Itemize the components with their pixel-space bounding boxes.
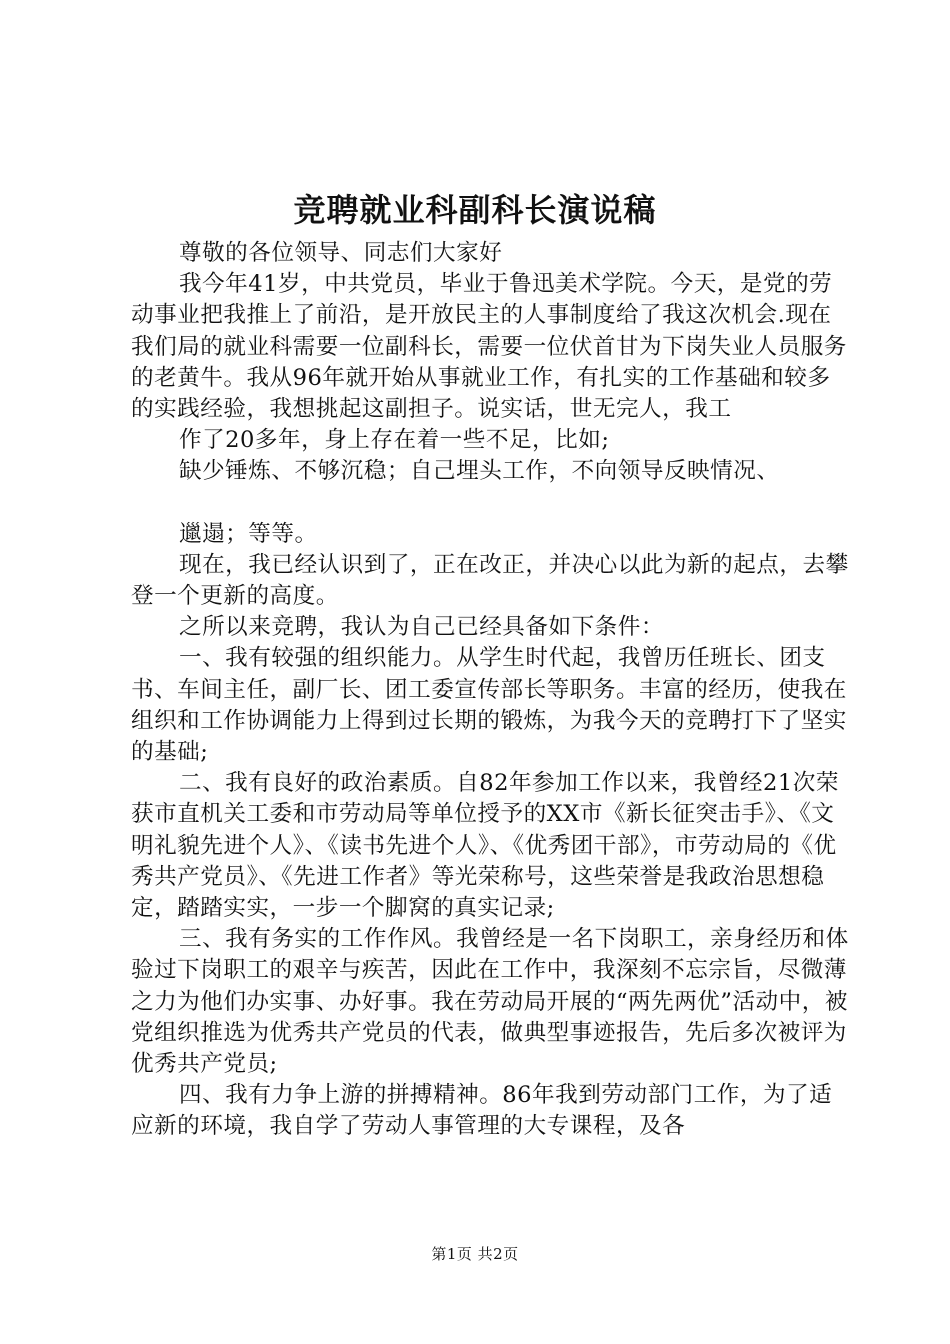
body-paragraph: 二、我有良好的政治素质。自82年参加工作以来，我曾经21次荣获市直机关工委和市劳动局等单位授予的XX市《新长征突击手》、《文明礼貌先进个人》、《读书先进个人》、《优秀团干部》，市劳动局的《优秀共产党员》、《先进工作者》等光荣称号，这些荣誉是我政治思想稳定，踏踏实实，一步一个脚窝的真实记录; [131, 770, 839, 922]
body-paragraph: 作了20多年，身上存在着一些不足，比如; [179, 427, 610, 454]
body-paragraph: 缺少锤炼、不够沉稳；自己埋头工作，不向领导反映情况、 [179, 458, 780, 485]
body-paragraph: 之所以来竞聘，我认为自己已经具备如下条件： [179, 614, 664, 641]
document-title: 竞聘就业科副科长演说稿 [293, 191, 657, 229]
body-paragraph: 现在，我已经认识到了，正在改正，并决心以此为新的起点，去攀登一个更新的高度。 [131, 551, 849, 610]
body-paragraph: 邋遢；等等。 [179, 520, 318, 547]
salutation-paragraph: 尊敬的各位领导、同志们大家好 [179, 240, 503, 266]
body-paragraph: 我今年41岁，中共党员，毕业于鲁迅美术学院。今天，是党的劳动事业把我推上了前沿，是开放民主的人事制度给了我这次机会.现在我们局的就业科需要一位副科长，需要一位伏首甘为下岗失业人员服务的老黄牛。我从96年就开始从事就业工作，有扎实的工作基础和较多的实践经验，我想挑起这副担子。说实话，世无完人，我工 [131, 271, 847, 423]
page-footer: 第1页 共2页 [431, 1245, 519, 1263]
document-body [131, 238, 851, 1143]
body-paragraph: 四、我有力争上游的拼搏精神。86年我到劳动部门工作，为了适应新的环境，我自学了劳动人事管理的大专课程，及各 [131, 1082, 833, 1140]
body-paragraph: 一、我有较强的组织能力。从学生时代起，我曾历任班长、团支书、车间主任，副厂长、团工委宣传部长等职务。丰富的经历，使我在组织和工作协调能力上得到过长期的锻炼，为我今天的竞聘打下了坚实的基础; [131, 645, 847, 766]
body-paragraph: 三、我有务实的工作作风。我曾经是一名下岗职工，亲身经历和体验过下岗职工的艰辛与疾苦，因此在工作中，我深刻不忘宗旨，尽微薄之力为他们办实事、办好事。我在劳动局开展的“两先两优”活动中，被党组织推选为优秀共产党员的代表，做典型事迹报告，先后多次被评为优秀共产党员; [131, 926, 849, 1078]
